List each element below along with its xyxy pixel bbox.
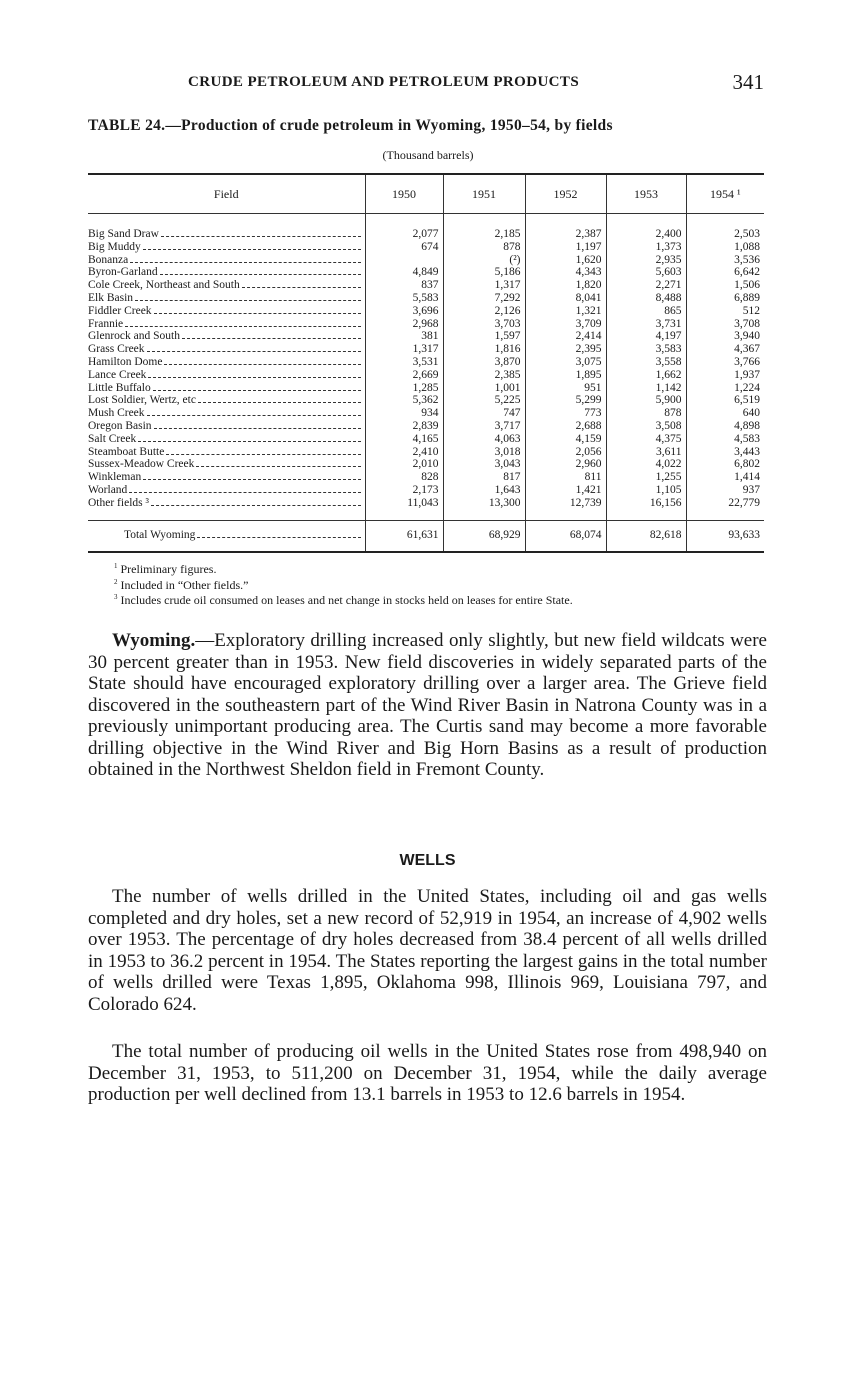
value-cell: 6,889: [686, 292, 764, 305]
value-cell: 817: [443, 471, 525, 484]
leader-dots: [160, 266, 361, 275]
value-cell: 1,597: [443, 330, 525, 343]
leader-dots: [166, 446, 360, 455]
value-cell: 2,385: [443, 369, 525, 382]
table-row: [88, 471, 764, 484]
table-row: [88, 484, 764, 497]
field-name: Worland: [88, 483, 128, 496]
field-name: Fiddler Creek: [88, 304, 152, 317]
value-cell: 1,414: [686, 471, 764, 484]
value-cell: 5,362: [365, 394, 443, 407]
field-name: Grass Creek: [88, 343, 145, 356]
header-1953: 1953: [606, 174, 686, 214]
value-cell: 1,895: [525, 369, 606, 382]
leader-dots: [164, 356, 360, 365]
value-cell: 3,731: [606, 318, 686, 331]
value-cell: 5,583: [365, 292, 443, 305]
leader-dots: [154, 420, 361, 429]
value-cell: 837: [365, 279, 443, 292]
field-name-cell: [88, 458, 365, 471]
leader-dots: [154, 305, 361, 314]
value-cell: 3,766: [686, 356, 764, 369]
field-name-cell: [88, 382, 365, 395]
footnote-mark: 2: [114, 577, 118, 586]
footnote: [114, 591, 764, 607]
value-cell: 1,321: [525, 305, 606, 318]
value-cell: 6,519: [686, 394, 764, 407]
value-cell: 3,696: [365, 305, 443, 318]
table-row: [88, 356, 764, 369]
table-row: [88, 433, 764, 446]
table-body: [88, 214, 764, 552]
value-cell: 13,300: [443, 497, 525, 520]
value-cell: 4,063: [443, 433, 525, 446]
field-name: Steamboat Butte: [88, 445, 165, 458]
value-cell: 4,159: [525, 433, 606, 446]
table-row: [88, 420, 764, 433]
wyoming-text: —Exploratory drilling increased only slightly, but new field wildcats were 30 percent greater than in 1953. New field discoveries in widely separated parts of the State should have encouraged exploratory drilling over a larger area. The Grieve field discovered in the southeastern part of the Wind River Basin in Natrona County was in a previously unimportant producing area. The Curtis sand may become a more favorable drilling objective in the Wind River and Big Horn Basins as a result of production obtained in the Northwest Sheldon field in Fremont County.: [88, 630, 767, 780]
value-cell: 1,105: [606, 484, 686, 497]
field-name-cell: [88, 433, 365, 446]
footnote: [114, 560, 764, 576]
header-field: Field: [88, 174, 365, 214]
value-cell: 5,603: [606, 266, 686, 279]
value-cell: 4,375: [606, 433, 686, 446]
table-row: [88, 214, 764, 241]
table-row: [88, 458, 764, 471]
footnote-mark: 3: [114, 593, 118, 601]
table-row: [88, 382, 764, 395]
running-head-title: CRUDE PETROLEUM AND PETROLEUM PRODUCTS: [188, 74, 580, 90]
table-row: [88, 318, 764, 331]
value-cell: 3,018: [443, 446, 525, 459]
field-name: Oregon Basin: [88, 419, 152, 432]
value-cell: 828: [365, 471, 443, 484]
value-cell: 512: [686, 305, 764, 318]
leader-dots: [153, 382, 361, 391]
value-cell: 1,662: [606, 369, 686, 382]
value-cell: 3,075: [525, 356, 606, 369]
value-cell: 2,185: [443, 214, 525, 241]
value-cell: 2,056: [525, 446, 606, 459]
field-name: Little Buffalo: [88, 381, 151, 394]
field-name: Bonanza: [88, 253, 129, 266]
value-cell: 2,173: [365, 484, 443, 497]
table-row: [88, 266, 764, 279]
value-cell: 2,387: [525, 214, 606, 241]
field-name-cell: [88, 254, 365, 267]
field-name-cell: [88, 471, 365, 484]
wells-paragraph-1: The number of wells drilled in the United States, including oil and gas wells completed and dry holes, set a new record of 52,919 in 1954, an increase of 4,902 wells over 1953. The percentage of dry holes decreased from 38.4 percent of all wells drilled in 1953 to 36.2 percent in 1954. The States reporting the largest gains in the total number of wells drilled were Texas 1,895, Oklahoma 998, Illinois 969, Louisiana 797, and Colorado 624.: [88, 886, 767, 1015]
field-name: Byron-Garland: [88, 266, 158, 279]
field-name: Sussex-Meadow Creek: [88, 458, 195, 471]
value-cell: 1,255: [606, 471, 686, 484]
field-name-cell: [88, 407, 365, 420]
value-cell: 3,536: [686, 254, 764, 267]
leader-dots: [196, 458, 360, 467]
value-cell: 878: [443, 241, 525, 254]
value-cell: 937: [686, 484, 764, 497]
value-cell: 4,165: [365, 433, 443, 446]
table-row: [88, 407, 764, 420]
table-row: [88, 292, 764, 305]
value-cell: 3,709: [525, 318, 606, 331]
leader-dots: [143, 241, 361, 250]
value-cell: 1,224: [686, 382, 764, 395]
value-cell: 3,870: [443, 356, 525, 369]
total-value-cell: 68,074: [525, 520, 606, 552]
value-cell: 1,421: [525, 484, 606, 497]
wyoming-lead: Wyoming.: [112, 630, 196, 651]
running-head: [88, 70, 768, 96]
field-name: Other fields ³: [88, 496, 149, 509]
field-name: Lost Soldier, Wertz, etc: [88, 394, 196, 407]
value-cell: 1,937: [686, 369, 764, 382]
leader-dots: [125, 318, 360, 327]
leader-dots: [242, 279, 361, 288]
leader-dots: [151, 497, 361, 506]
field-name-cell: [88, 214, 365, 241]
table-row: [88, 446, 764, 459]
value-cell: 1,197: [525, 241, 606, 254]
field-name-cell: [88, 330, 365, 343]
value-cell: 951: [525, 382, 606, 395]
leader-dots: [161, 228, 361, 237]
table-row: [88, 343, 764, 356]
total-label-cell: [88, 520, 365, 552]
value-cell: 5,225: [443, 394, 525, 407]
value-cell: 2,669: [365, 369, 443, 382]
field-name: Lance Creek: [88, 368, 147, 381]
value-cell: 934: [365, 407, 443, 420]
value-cell: 4,022: [606, 458, 686, 471]
value-cell: 1,317: [365, 343, 443, 356]
value-cell: 4,898: [686, 420, 764, 433]
value-cell: 4,583: [686, 433, 764, 446]
leader-dots: [148, 369, 360, 378]
field-name: Cole Creek, Northeast and South: [88, 279, 240, 292]
value-cell: 3,558: [606, 356, 686, 369]
footnote-mark: 1: [114, 562, 118, 570]
value-cell: (²): [443, 254, 525, 267]
value-cell: 2,503: [686, 214, 764, 241]
field-name: Elk Basin: [88, 291, 134, 304]
field-name: Big Sand Draw: [88, 228, 159, 240]
value-cell: 5,186: [443, 266, 525, 279]
value-cell: 1,285: [365, 382, 443, 395]
field-name: Mush Creek: [88, 407, 145, 420]
value-cell: 2,400: [606, 214, 686, 241]
value-cell: 2,395: [525, 343, 606, 356]
field-name-cell: [88, 241, 365, 254]
value-cell: 2,968: [365, 318, 443, 331]
leader-dots: [197, 529, 360, 538]
value-cell: 4,367: [686, 343, 764, 356]
value-cell: 1,317: [443, 279, 525, 292]
value-cell: 1,506: [686, 279, 764, 292]
value-cell: 1,643: [443, 484, 525, 497]
footnote-text: Includes crude oil consumed on leases and net change in stocks held on leases for entire State.: [120, 593, 573, 607]
total-value-cell: 82,618: [606, 520, 686, 552]
value-cell: 773: [525, 407, 606, 420]
table-row: [88, 241, 764, 254]
value-cell: 640: [686, 407, 764, 420]
value-cell: 2,126: [443, 305, 525, 318]
leader-dots: [143, 471, 360, 480]
value-cell: 2,414: [525, 330, 606, 343]
value-cell: 1,088: [686, 241, 764, 254]
value-cell: [365, 254, 443, 267]
value-cell: 2,010: [365, 458, 443, 471]
value-cell: 3,531: [365, 356, 443, 369]
total-value-cell: 61,631: [365, 520, 443, 552]
table-row: [88, 330, 764, 343]
footnotes: [114, 560, 764, 607]
value-cell: 3,703: [443, 318, 525, 331]
header-1954: 1954 ¹: [686, 174, 764, 214]
field-name-cell: [88, 420, 365, 433]
value-cell: 2,960: [525, 458, 606, 471]
section-heading-wells: WELLS: [399, 852, 456, 869]
total-label: Total Wyoming: [124, 529, 196, 542]
field-name: Glenrock and South: [88, 330, 180, 343]
value-cell: 3,043: [443, 458, 525, 471]
table-row: [88, 497, 764, 520]
value-cell: 2,935: [606, 254, 686, 267]
value-cell: 3,611: [606, 446, 686, 459]
leader-dots: [135, 292, 360, 301]
footnote: [114, 576, 764, 592]
page-number: 341: [732, 70, 764, 94]
value-cell: 4,849: [365, 266, 443, 279]
value-cell: 3,443: [686, 446, 764, 459]
value-cell: 381: [365, 330, 443, 343]
footnote-text: Preliminary figures.: [120, 562, 217, 576]
table-title: TABLE 24.—Production of crude petroleum in Wyoming, 1950–54, by fields: [88, 117, 613, 134]
value-cell: 4,197: [606, 330, 686, 343]
header-1952: 1952: [525, 174, 606, 214]
value-cell: 878: [606, 407, 686, 420]
value-cell: 865: [606, 305, 686, 318]
value-cell: 1,620: [525, 254, 606, 267]
field-name: Big Muddy: [88, 240, 141, 253]
value-cell: 3,583: [606, 343, 686, 356]
table-row: [88, 279, 764, 292]
table-units: (Thousand barrels): [382, 148, 474, 162]
leader-dots: [182, 330, 361, 339]
leader-dots: [129, 484, 360, 493]
field-name: Salt Creek: [88, 432, 137, 445]
value-cell: 674: [365, 241, 443, 254]
table-row: [88, 369, 764, 382]
value-cell: 16,156: [606, 497, 686, 520]
field-name-cell: [88, 305, 365, 318]
table-row: [88, 254, 764, 267]
value-cell: 6,642: [686, 266, 764, 279]
leader-dots: [147, 407, 361, 416]
value-cell: 1,373: [606, 241, 686, 254]
field-name-cell: [88, 279, 365, 292]
value-cell: 1,816: [443, 343, 525, 356]
value-cell: 5,900: [606, 394, 686, 407]
value-cell: 7,292: [443, 292, 525, 305]
value-cell: 22,779: [686, 497, 764, 520]
leader-dots: [198, 394, 361, 403]
field-name: Frannie: [88, 317, 124, 330]
value-cell: 2,410: [365, 446, 443, 459]
field-name-cell: [88, 292, 365, 305]
value-cell: 811: [525, 471, 606, 484]
value-cell: 3,708: [686, 318, 764, 331]
wyoming-paragraph: [88, 630, 767, 781]
field-name: Hamilton Dome: [88, 355, 163, 368]
field-name-cell: [88, 394, 365, 407]
leader-dots: [147, 343, 361, 352]
field-name-cell: [88, 484, 365, 497]
value-cell: 11,043: [365, 497, 443, 520]
footnote-text: Included in “Other fields.”: [120, 577, 249, 592]
header-1951: 1951: [443, 174, 525, 214]
value-cell: 2,077: [365, 214, 443, 241]
field-name-cell: [88, 318, 365, 331]
total-row: [88, 520, 764, 552]
field-name-cell: [88, 446, 365, 459]
value-cell: 3,508: [606, 420, 686, 433]
value-cell: 6,802: [686, 458, 764, 471]
production-table: [88, 173, 764, 553]
value-cell: 2,271: [606, 279, 686, 292]
value-cell: 12,739: [525, 497, 606, 520]
value-cell: 2,839: [365, 420, 443, 433]
field-name-cell: [88, 356, 365, 369]
table-row: [88, 305, 764, 318]
field-name-cell: [88, 266, 365, 279]
leader-dots: [130, 254, 360, 263]
value-cell: 3,940: [686, 330, 764, 343]
field-name-cell: [88, 497, 365, 520]
field-name: Winkleman: [88, 471, 142, 484]
header-1950: 1950: [365, 174, 443, 214]
value-cell: 747: [443, 407, 525, 420]
leader-dots: [138, 433, 360, 442]
total-value-cell: 68,929: [443, 520, 525, 552]
wells-paragraph-2: The total number of producing oil wells in the United States rose from 498,940 on December 31, 1953, to 511,200 on December 31, 1954, while the daily average production per well declined from 13.1 barrels in 1953 to 12.6 barrels in 1954.: [88, 1041, 767, 1105]
value-cell: 2,688: [525, 420, 606, 433]
value-cell: 8,041: [525, 292, 606, 305]
value-cell: 1,001: [443, 382, 525, 395]
total-value-cell: 93,633: [686, 520, 764, 552]
value-cell: 5,299: [525, 394, 606, 407]
value-cell: 1,820: [525, 279, 606, 292]
field-name-cell: [88, 343, 365, 356]
field-name-cell: [88, 369, 365, 382]
table-row: [88, 394, 764, 407]
value-cell: 3,717: [443, 420, 525, 433]
table-header-row: [88, 174, 764, 214]
value-cell: 1,142: [606, 382, 686, 395]
value-cell: 4,343: [525, 266, 606, 279]
value-cell: 8,488: [606, 292, 686, 305]
